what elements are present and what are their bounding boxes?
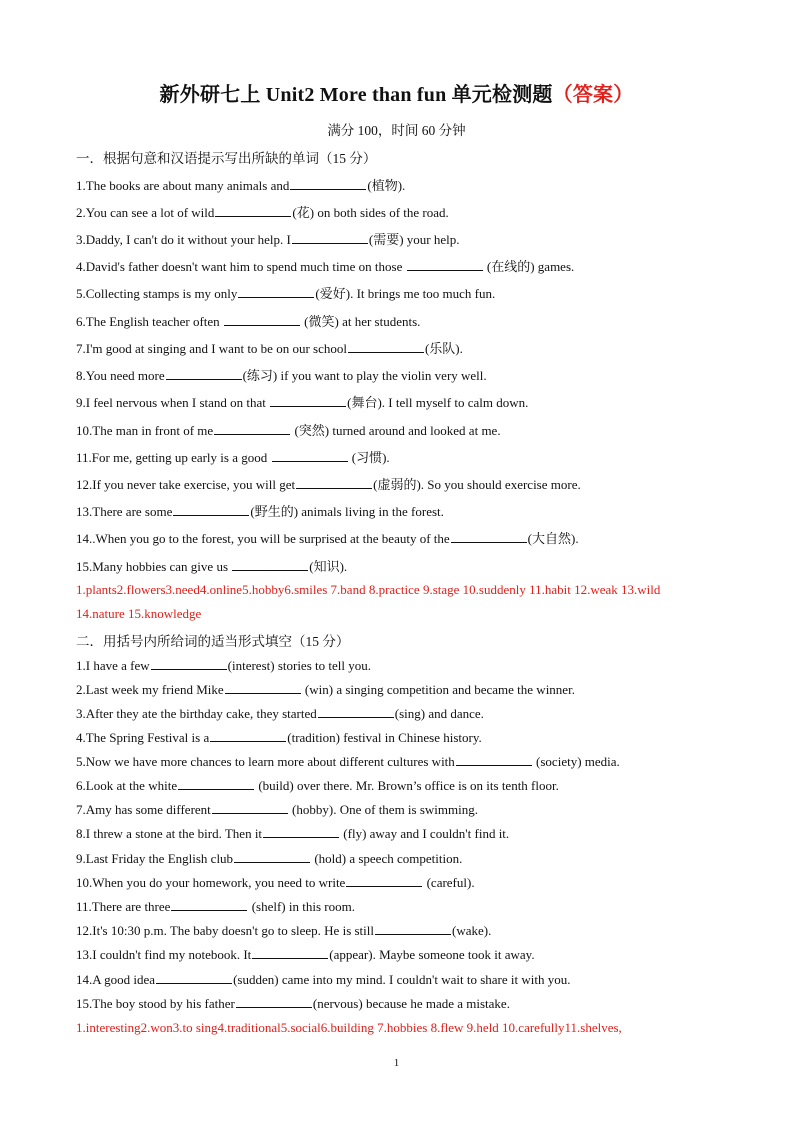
section1-answers-line1: 1.plants2.flowers3.need4.online5.hobby6.smiles 7.band 8.practice 9.stage 10.suddenly 11.habit 12.weak 13.wild xyxy=(76,582,661,597)
answer-blank[interactable] xyxy=(210,730,286,742)
answer-blank[interactable] xyxy=(252,947,328,959)
s1-question: 2.You can see a lot of wild (花) on both sides of the road. xyxy=(76,205,449,220)
s2-question: 2.Last week my friend Mike (win) a singing competition and became the winner. xyxy=(76,682,575,697)
s2-question: 5.Now we have more chances to learn more about different cultures with (society) media. xyxy=(76,754,620,769)
s1-question: 3.Daddy, I can't do it without your help. I (需要) your help. xyxy=(76,232,460,247)
s2-question: 8.I threw a stone at the bird. Then it (fly) away and I couldn't find it. xyxy=(76,826,510,841)
s1-question: 15.Many hobbies can give us (知识). xyxy=(76,559,348,574)
s2-question: 9.Last Friday the English club (hold) a speech competition. xyxy=(76,851,463,866)
title-main: 新外研七上 Unit2 More than fun 单元检测题 xyxy=(159,84,553,106)
subtitle: 满分 100，时间 60 分钟 xyxy=(327,123,466,138)
answer-blank[interactable] xyxy=(173,504,249,516)
answer-blank[interactable] xyxy=(296,477,372,489)
answer-blank[interactable] xyxy=(232,559,308,571)
answer-blank[interactable] xyxy=(224,314,300,326)
s1-question: 11.For me, getting up early is a good (习惯). xyxy=(76,450,390,465)
answer-blank[interactable] xyxy=(290,178,366,190)
answer-blank[interactable] xyxy=(348,341,424,353)
answer-blank[interactable] xyxy=(270,395,346,407)
s2-question: 14.A good idea (sudden) came into my mind. I couldn't wait to share it with you. xyxy=(76,972,571,987)
s1-question: 9.I feel nervous when I stand on that (舞台). I tell myself to calm down. xyxy=(76,395,529,410)
section1-heading: 一．根据句意和汉语提示写出所缺的单词（15 分） xyxy=(76,151,377,166)
page-title xyxy=(0,78,793,107)
answer-blank[interactable] xyxy=(407,259,483,271)
section2-answers-line1: 1.interesting2.won3.to sing4.traditional5.social6.building 7.hobbies 8.flew 9.held 10.carefully11.shelves, xyxy=(76,1020,622,1035)
answer-blank[interactable] xyxy=(156,972,232,984)
answer-blank[interactable] xyxy=(234,851,310,863)
answer-blank[interactable] xyxy=(215,205,291,217)
s2-question: 11.There are three (shelf) in this room. xyxy=(76,899,355,914)
answer-blank[interactable] xyxy=(214,423,290,435)
answer-blank[interactable] xyxy=(346,875,422,887)
answer-blank[interactable] xyxy=(375,923,451,935)
s2-question: 13.I couldn't find my notebook. It (appear). Maybe someone took it away. xyxy=(76,947,535,962)
s1-question: 8.You need more (练习) if you want to play the violin very well. xyxy=(76,368,487,383)
section2-heading: 二．用括号内所给词的适当形式填空（15 分） xyxy=(76,634,350,649)
answer-blank[interactable] xyxy=(456,754,532,766)
title-answer-tag: （答案） xyxy=(552,84,634,106)
answer-blank[interactable] xyxy=(272,450,348,462)
answer-blank[interactable] xyxy=(238,286,314,298)
page-number: 1 xyxy=(393,1057,400,1069)
answer-blank[interactable] xyxy=(318,706,394,718)
answer-blank[interactable] xyxy=(263,826,339,838)
answer-blank[interactable] xyxy=(171,899,247,911)
answer-blank[interactable] xyxy=(166,368,242,380)
s2-question: 3.After they ate the birthday cake, they started (sing) and dance. xyxy=(76,706,484,721)
s1-question: 13.There are some (野生的) animals living in the forest. xyxy=(76,504,444,519)
answer-blank[interactable] xyxy=(178,778,254,790)
answer-blank[interactable] xyxy=(212,802,288,814)
s2-question: 10.When you do your homework, you need to write (careful). xyxy=(76,875,475,890)
s2-question: 6.Look at the white (build) over there. Mr. Brown’s office is on its tenth floor. xyxy=(76,778,559,793)
s2-question: 15.The boy stood by his father (nervous) because he made a mistake. xyxy=(76,996,510,1011)
s2-question: 1.I have a few (interest) stories to tell you. xyxy=(76,658,371,673)
s1-question: 7.I'm good at singing and I want to be on our school (乐队). xyxy=(76,341,463,356)
answer-blank[interactable] xyxy=(236,996,312,1008)
s1-question: 14..When you go to the forest, you will be surprised at the beauty of the (大自然). xyxy=(76,531,579,546)
s1-question: 6.The English teacher often (微笑) at her students. xyxy=(76,314,421,329)
answer-blank[interactable] xyxy=(225,682,301,694)
s1-question: 5.Collecting stamps is my only (爱好). It brings me too much fun. xyxy=(76,286,496,301)
answer-blank[interactable] xyxy=(151,658,227,670)
s2-question: 12.It's 10:30 p.m. The baby doesn't go to sleep. He is still (wake). xyxy=(76,923,492,938)
s1-question: 12.If you never take exercise, you will get (虚弱的). So you should exercise more. xyxy=(76,477,581,492)
s1-question: 4.David's father doesn't want him to spend much time on those (在线的) games. xyxy=(76,259,575,274)
s2-question: 7.Amy has some different (hobby). One of them is swimming. xyxy=(76,802,479,817)
answer-blank[interactable] xyxy=(292,232,368,244)
s1-question: 1.The books are about many animals and (植物). xyxy=(76,178,406,193)
s1-question: 10.The man in front of me (突然) turned around and looked at me. xyxy=(76,423,501,438)
s2-question: 4.The Spring Festival is a (tradition) festival in Chinese history. xyxy=(76,730,482,745)
answer-blank[interactable] xyxy=(451,531,527,543)
section1-answers-line2: 14.nature 15.knowledge xyxy=(76,606,202,621)
